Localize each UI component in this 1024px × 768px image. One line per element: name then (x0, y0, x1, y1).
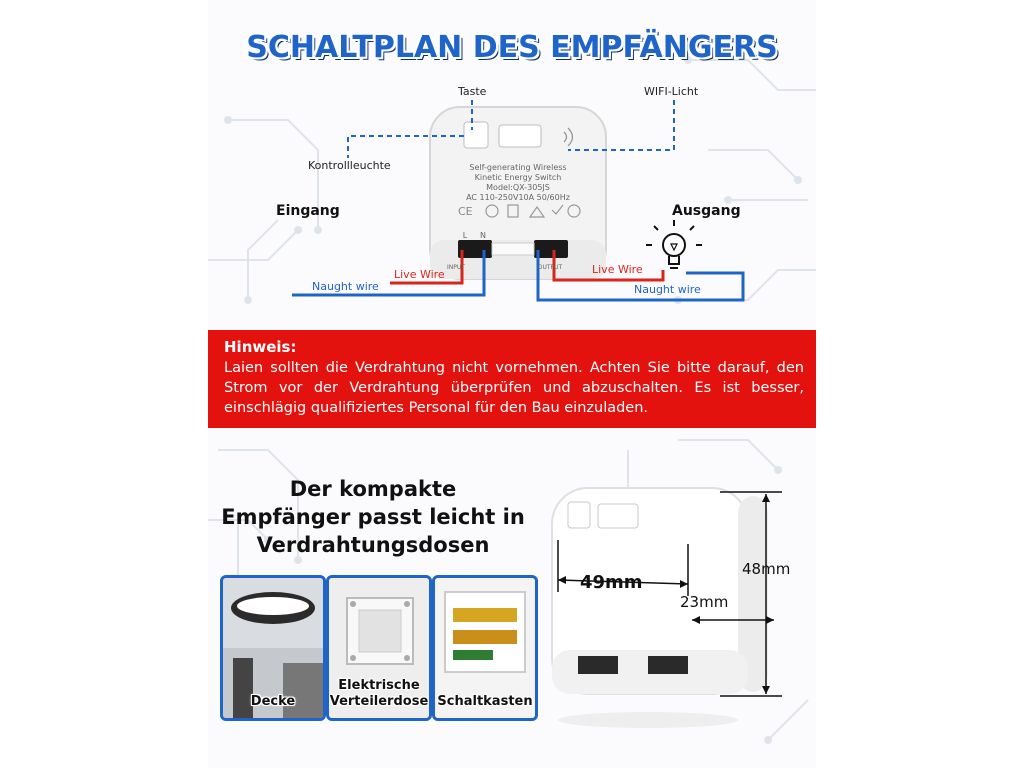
depth-dimension: 23mm (680, 593, 729, 611)
height-dimension: 48mm (742, 560, 791, 578)
device-button (464, 122, 488, 148)
compact-line: Der kompakte (289, 477, 457, 501)
width-dimension: 49mm (580, 572, 643, 593)
receiver-infographic (208, 0, 816, 768)
device-line: AC 110-250V10A 50/60Hz (466, 193, 570, 202)
terminal-l-label: L (462, 231, 468, 240)
device-model-text (450, 163, 586, 203)
tile-decke (220, 575, 326, 721)
compact-line: Verdrahtungsdosen (256, 533, 490, 557)
compact-line: Empfänger passt leicht in (221, 505, 525, 529)
light-bulb-icon (646, 220, 702, 268)
tile-label: Schaltkasten (437, 694, 533, 709)
device-dimension-photo (538, 480, 816, 740)
device-line: Kinetic Energy Switch (474, 173, 562, 182)
live-wire-left-label: Live Wire (394, 268, 445, 281)
naught-wire-left-label: Naught wire (312, 280, 379, 293)
output-label: OUTPUT (537, 264, 563, 271)
tile-schaltkasten (432, 575, 538, 721)
compact-headline (208, 475, 538, 559)
tile-label: Elektrische Verteilerdose (329, 678, 429, 709)
svg-text:CE: CE (458, 205, 473, 218)
ausgang-label: Ausgang (672, 203, 741, 219)
device-line: Self-generating Wireless (469, 163, 567, 172)
naught-wire-right-label: Naught wire (634, 283, 701, 296)
page-title: SCHALTPLAN DES EMPFÄNGERS (246, 30, 778, 65)
notice-banner (208, 330, 816, 428)
taste-label: Taste (458, 85, 487, 98)
notice-heading: Hinweis: (224, 338, 297, 356)
terminal-n-label: N (480, 231, 486, 240)
notice-body: Laien sollten die Verdrahtung nicht vornehmen. Achten Sie bitte darauf, den Strom vor der Verdrahtung überprüfen und abzuschalten. Es ist besser, einschlägig qualifiziertes Personal für den Bau einzuladen. (224, 360, 804, 416)
input-label: INPUT (447, 264, 465, 271)
tile-verteilerdose (326, 575, 432, 721)
live-wire-right-label: Live Wire (592, 263, 643, 276)
wifi-light-label: WIFI-Licht (644, 85, 699, 98)
tile-label: Decke (250, 694, 296, 709)
device-line: Model:QX-305JS (486, 183, 550, 192)
eingang-label: Eingang (276, 203, 340, 219)
kontrollleuchte-label: Kontrollleuchte (308, 159, 391, 172)
